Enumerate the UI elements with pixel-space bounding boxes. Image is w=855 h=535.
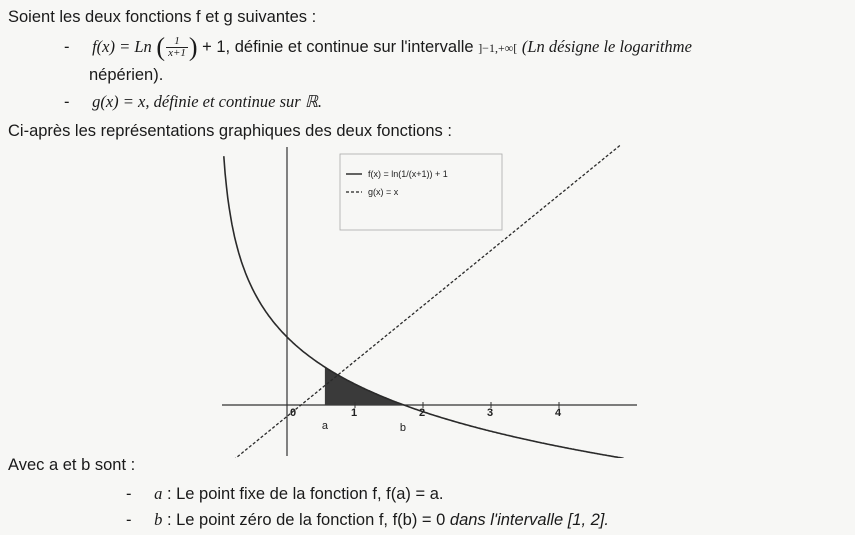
f-lhs: f(x) = Ln — [92, 36, 152, 56]
x-tick-label: 4 — [555, 407, 562, 419]
bullet: - — [64, 37, 70, 56]
definition-f: - f(x) = Ln ( $\frac{1}{x+1}$ ) + 1, définie et continue sur l'intervalle ]−1,+∞[ (Ln désigne le logarithme — [64, 32, 692, 62]
definition-a — [126, 484, 443, 504]
f-rhs: + 1, définie et continue sur l'intervalle — [202, 37, 474, 56]
definition-g — [64, 92, 322, 112]
x-tick-label: 0 — [290, 407, 297, 419]
point-label-a: a — [321, 420, 329, 432]
ln-note-end: népérien). — [89, 66, 164, 84]
bullet: - — [126, 485, 132, 503]
var-b: b — [154, 510, 163, 529]
a-text: : Le point fixe de la fonction f, f(a) = a. — [166, 485, 444, 503]
x-tick-label: 2 — [419, 407, 426, 419]
legend-box — [340, 154, 502, 230]
legend-f-label: f(x) = ln(1/(x+1)) + 1 — [368, 169, 448, 179]
b-text: : Le point zéro de la fonction f, f(b) = 0 — [166, 511, 446, 529]
conclusion-text: Avec a et b sont : — [8, 456, 136, 474]
fraction-numerator: 1 — [166, 36, 188, 48]
function-graph — [222, 142, 642, 458]
point-label-b: b — [399, 422, 406, 434]
fraction-denominator: x+1 — [168, 47, 186, 59]
intro-text: Soient les deux fonctions f et g suivantes : — [8, 8, 317, 26]
g-text: g(x) = x, définie et continue sur ℝ. — [92, 92, 323, 111]
graph-intro: Ci-après les représentations graphiques des deux fonctions : — [8, 122, 452, 140]
x-tick-label: 3 — [487, 407, 494, 419]
definition-b — [126, 510, 609, 530]
interval: ]−1,+∞[ — [478, 40, 518, 55]
x-tick-label: 1 — [351, 407, 358, 419]
ln-note: (Ln désigne le logarithme — [521, 36, 692, 56]
legend-g-label: g(x) = x — [368, 187, 399, 197]
b-text-italic: dans l'intervalle [1, 2]. — [449, 511, 609, 529]
bullet: - — [126, 511, 132, 529]
bullet: - — [64, 93, 70, 111]
shaded-area — [325, 367, 404, 405]
fraction — [166, 36, 188, 59]
var-a: a — [154, 484, 163, 503]
legend — [340, 154, 502, 230]
